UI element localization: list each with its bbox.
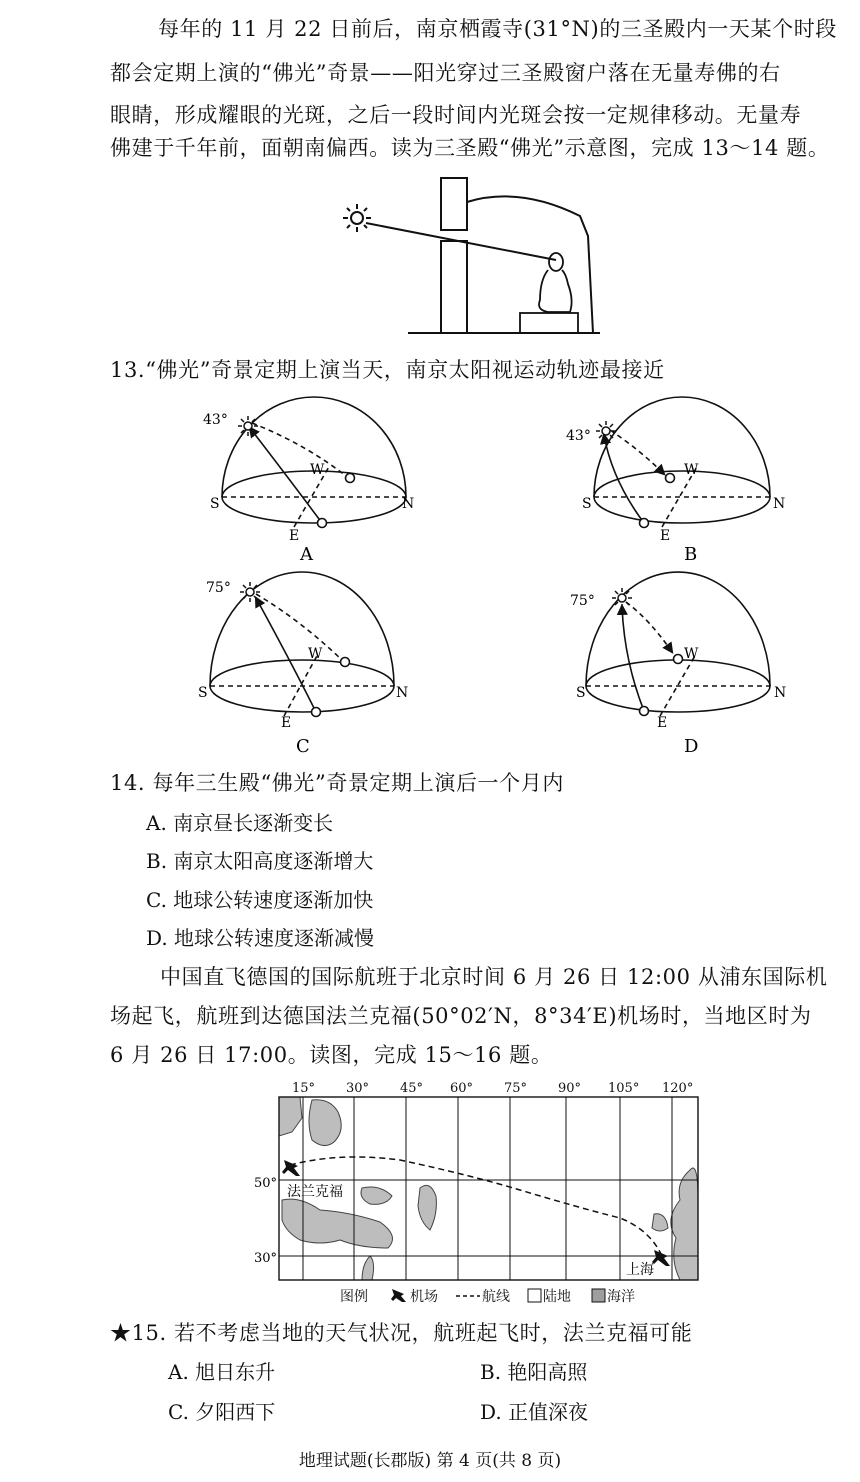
legend-route: 航线: [482, 1289, 510, 1305]
diagram-c-angle: 75°: [206, 580, 231, 596]
intro2-line-1: 中国直飞德国的国际航班于北京时间 6 月 26 日 12:00 从浦东国际机: [160, 965, 828, 989]
q15-option-c[interactable]: C. 夕阳西下: [168, 1400, 276, 1424]
intro1-line-1: 每年的 11 月 22 日前后，南京栖霞寺(31°N)的三圣殿内一天某个时段: [158, 17, 837, 41]
diagram-a-w: W: [310, 462, 325, 478]
intro1-line-3: 眼睛，形成耀眼的光斑，之后一段时间内光斑会按一定规律移动。无量寿: [110, 103, 802, 127]
lon-label-60: 60°: [450, 1081, 474, 1096]
legend-airport-icon: [391, 1289, 406, 1302]
frankfurt-label: 法兰克福: [287, 1184, 343, 1200]
legend-land: 陆地: [543, 1289, 571, 1305]
q15-option-b[interactable]: B. 艳阳高照: [480, 1360, 588, 1384]
legend-ocean: 海洋: [607, 1289, 635, 1305]
lon-label-90: 90°: [558, 1081, 582, 1096]
diagram-b-e: E: [660, 528, 671, 544]
diagram-a-label: A: [300, 544, 313, 565]
q14-option-b[interactable]: B. 南京太阳高度逐渐增大: [146, 849, 374, 873]
legend-title: 图例: [340, 1289, 368, 1305]
intro1-line-2: 都会定期上演的“佛光”奇景——阳光穿过三圣殿窗户落在无量寿佛的右: [110, 61, 781, 85]
q14-option-a[interactable]: A. 南京昼长逐渐变长: [146, 811, 334, 835]
diagram-c-e: E: [281, 715, 292, 731]
q15-option-d[interactable]: D. 正值深夜: [480, 1400, 589, 1424]
longitude-labels: [292, 1081, 693, 1096]
frankfurt-airport-icon: [282, 1160, 300, 1176]
diagram-b-label: B: [684, 544, 698, 565]
map-legend: [340, 1288, 635, 1305]
q13-stem: 13.“佛光”奇景定期上演当天，南京太阳视运动轨迹最接近: [110, 358, 665, 382]
diagram-c-w: W: [308, 646, 323, 662]
diagram-a-s: S: [210, 496, 220, 512]
diagram-b-w: W: [684, 462, 699, 478]
diagram-d-e: E: [657, 715, 668, 731]
intro2-line-2: 场起飞，航班到达德国法兰克福(50°02′N，8°34′E)机场时，当地区时为: [110, 1004, 812, 1028]
lon-label-15: 15°: [292, 1081, 316, 1096]
diagram-a-n: N: [402, 496, 415, 512]
diagram-c-label: C: [296, 736, 310, 757]
diagram-b-s: S: [582, 496, 592, 512]
legend-ocean-swatch: [592, 1289, 605, 1302]
q14-stem: 14. 每年三生殿“佛光”奇景定期上演后一个月内: [110, 771, 564, 795]
diagram-d-w: W: [684, 646, 699, 662]
lon-label-75: 75°: [504, 1081, 528, 1096]
q14-option-d[interactable]: D. 地球公转速度逐渐减慢: [146, 926, 375, 950]
lat-label-30: 30°: [254, 1251, 278, 1266]
shanghai-label: 上海: [626, 1262, 654, 1278]
diagram-b-angle: 43°: [566, 428, 591, 444]
lon-label-105: 105°: [608, 1081, 640, 1096]
q14-option-c[interactable]: C. 地球公转速度逐渐加快: [146, 888, 374, 912]
legend-land-swatch: [528, 1289, 541, 1302]
diagram-d-n: N: [774, 685, 787, 701]
lon-label-45: 45°: [400, 1081, 424, 1096]
diagram-c-n: N: [396, 685, 409, 701]
q15-stem: ★15. 若不考虑当地的天气状况，航班起飞时，法兰克福可能: [110, 1321, 693, 1345]
legend-airport: 机场: [410, 1289, 438, 1305]
lat-label-50: 50°: [254, 1176, 278, 1191]
lon-label-30: 30°: [346, 1081, 370, 1096]
intro1-line-4: 佛建于千年前，面朝南偏西。读为三圣殿“佛光”示意图，完成 13～14 题。: [110, 136, 830, 160]
diagram-d-label: D: [684, 736, 699, 757]
diagram-c-s: S: [198, 685, 208, 701]
lon-label-120: 120°: [662, 1081, 694, 1096]
page-footer: 地理试题(长郡版) 第 4 页(共 8 页): [298, 1451, 562, 1471]
diagram-d-angle: 75°: [570, 593, 595, 609]
intro2-line-3: 6 月 26 日 17:00。读图，完成 15～16 题。: [110, 1043, 553, 1067]
diagram-a-angle: 43°: [203, 412, 228, 428]
diagram-d-s: S: [576, 685, 586, 701]
diagram-a-e: E: [289, 528, 300, 544]
q15-option-a[interactable]: A. 旭日东升: [168, 1360, 276, 1384]
diagram-b-n: N: [773, 496, 786, 512]
